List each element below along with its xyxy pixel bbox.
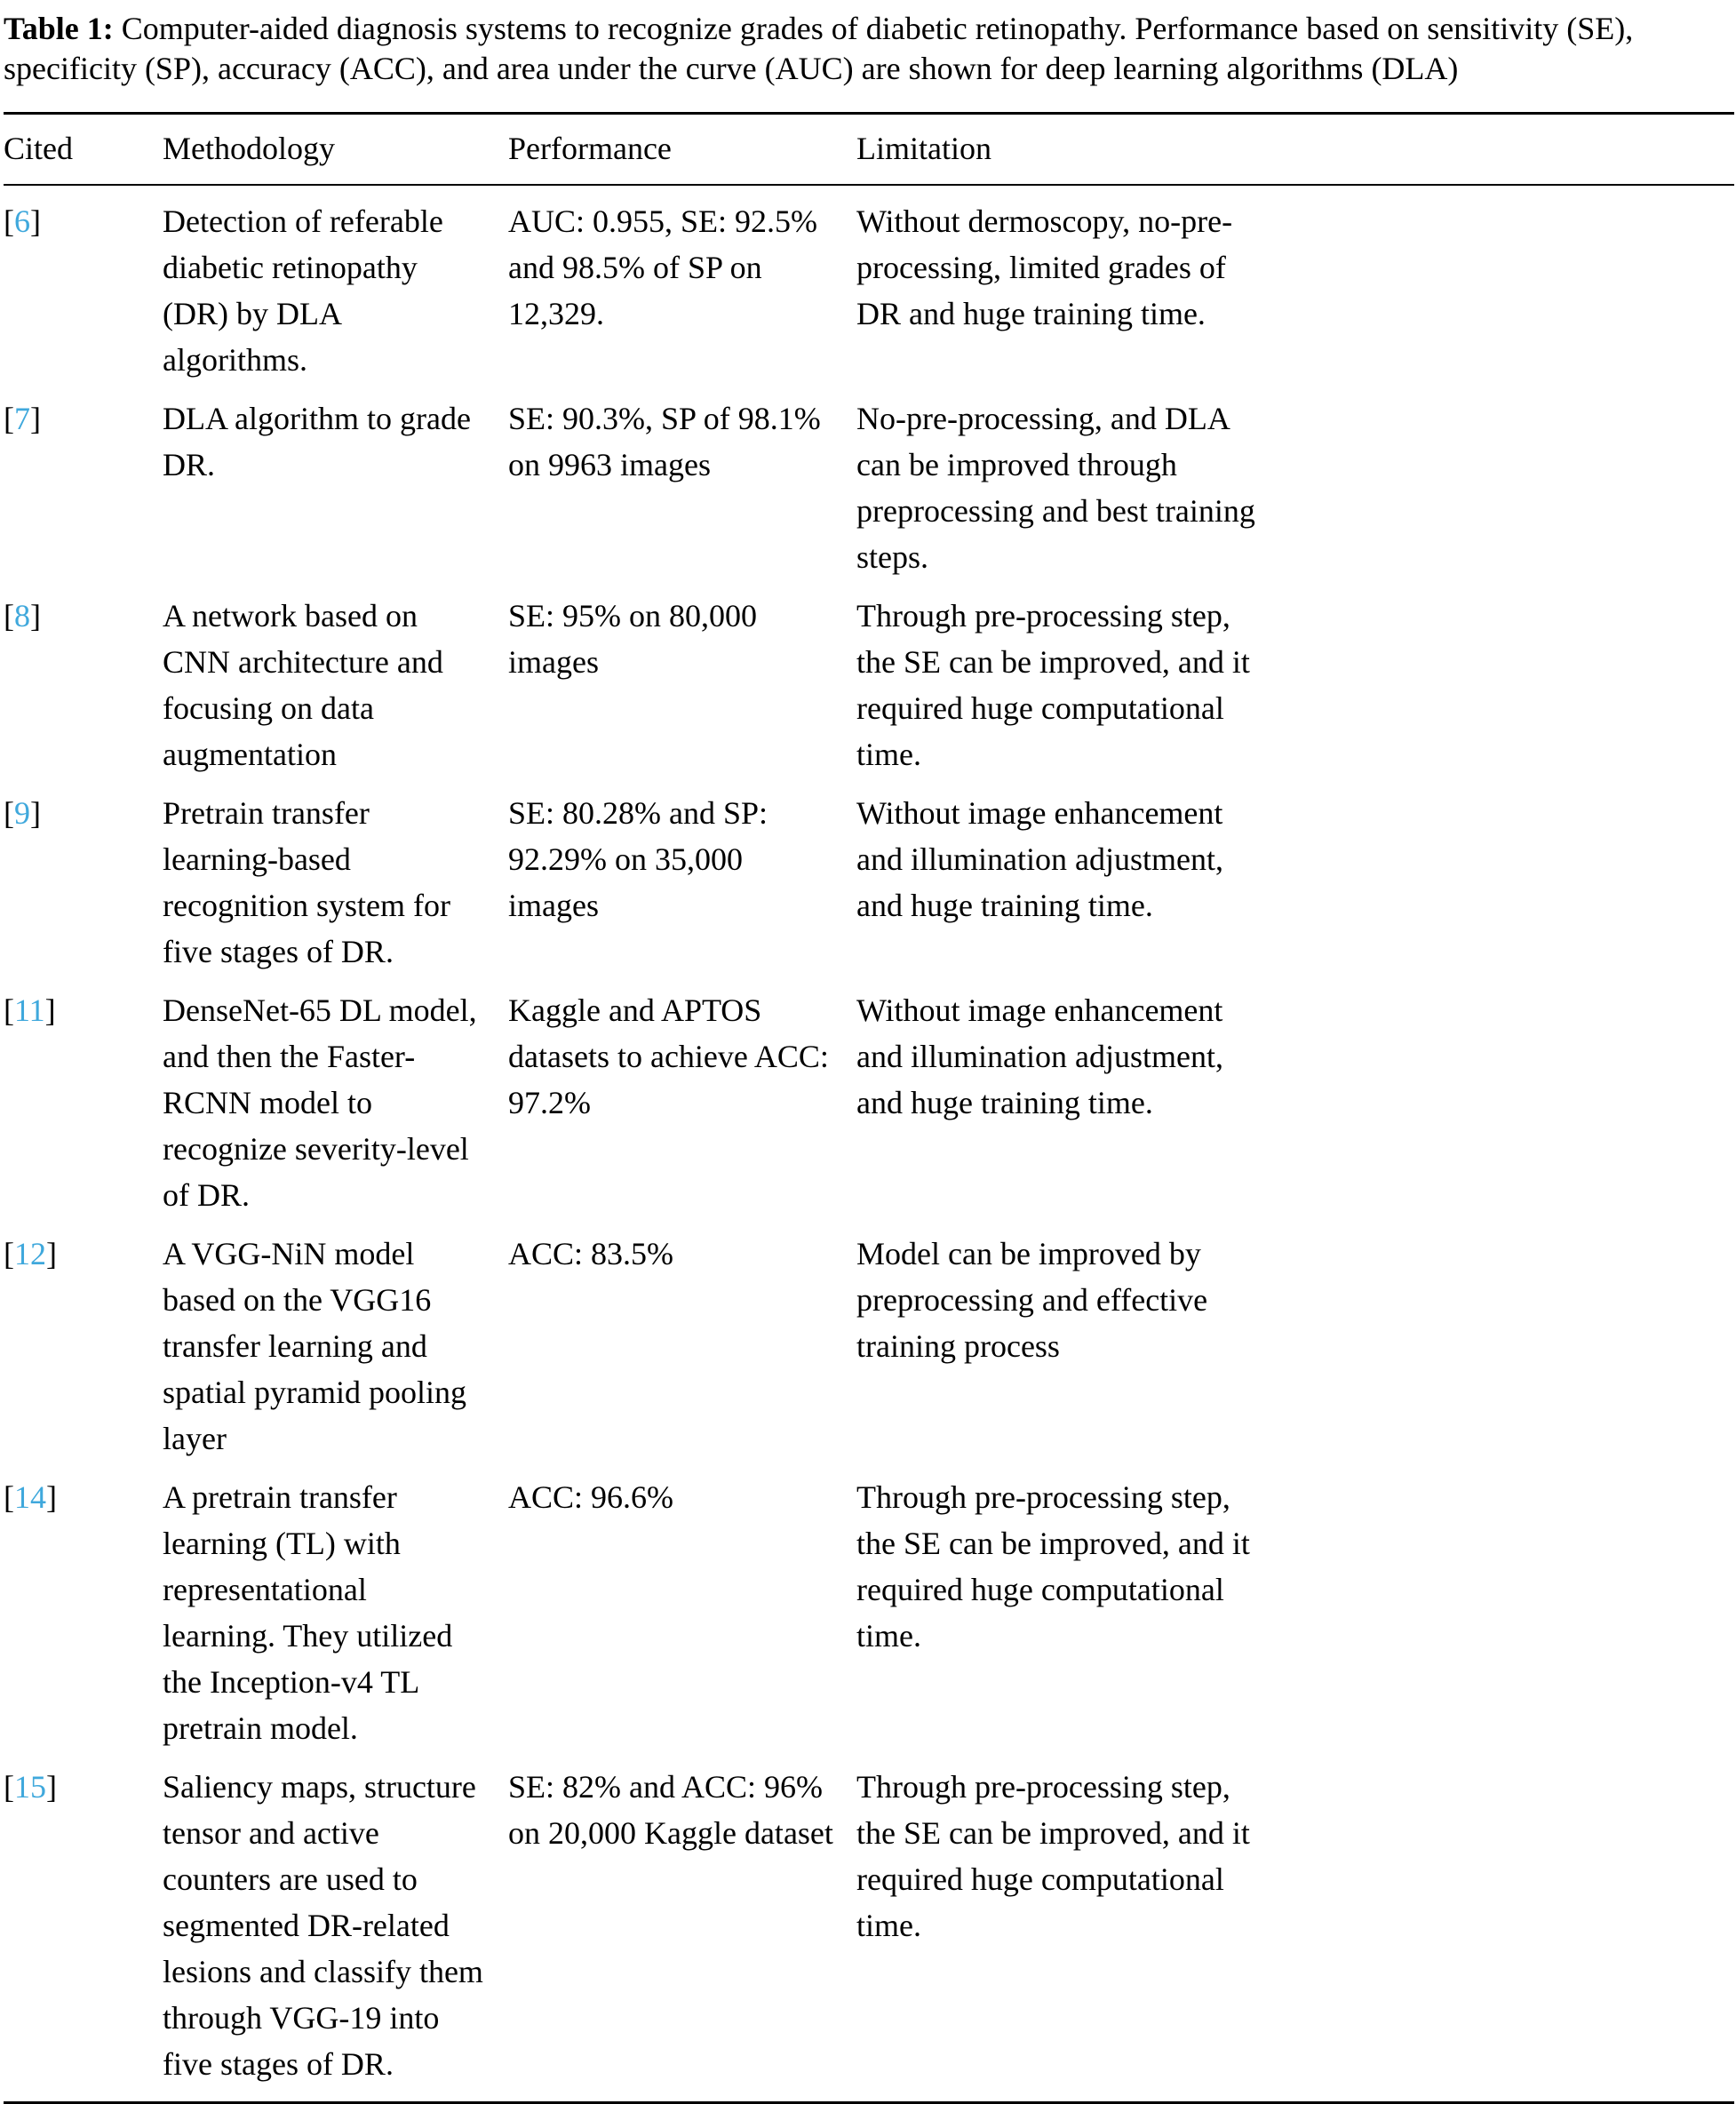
cite-bracket-open: [	[4, 401, 14, 436]
citation-link[interactable]: 15	[14, 1769, 46, 1805]
cite-bracket-close: ]	[30, 203, 41, 239]
cite-bracket-close: ]	[46, 1236, 57, 1271]
citation-link[interactable]: 6	[14, 203, 30, 239]
cite-bracket-open: [	[4, 598, 14, 634]
performance-cell: Kaggle and APTOS datasets to achieve ACC: 97.2%	[508, 992, 829, 1120]
cite-cell	[4, 395, 163, 442]
performance-cell: ACC: 96.6%	[508, 1479, 674, 1515]
methodology-cell: A pretrain transfer learning (TL) with representational learning. They utilized the Inception-v4 TL pretrain model.	[163, 1479, 453, 1746]
cite-bracket-open: [	[4, 795, 14, 831]
limitation-cell: No-pre-processing, and DLA can be improved through preprocessing and best training steps.	[856, 401, 1255, 575]
citation-link[interactable]: 12	[14, 1236, 46, 1271]
methodology-cell: Detection of referable diabetic retinopathy (DR) by DLA algorithms.	[163, 203, 443, 378]
cite-bracket-open: [	[4, 203, 14, 239]
cite-cell	[4, 593, 163, 639]
performance-cell: SE: 95% on 80,000 images	[508, 598, 758, 680]
citation-link[interactable]: 7	[14, 401, 30, 436]
cite-cell	[4, 790, 163, 836]
performance-cell: SE: 82% and ACC: 96% on 20,000 Kaggle dataset	[508, 1769, 833, 1851]
table-row	[4, 383, 1734, 580]
performance-cell: SE: 80.28% and SP: 92.29% on 35,000 images	[508, 795, 768, 923]
header-cell-methodology: Methodology	[163, 131, 335, 166]
cite-bracket-open: [	[4, 1236, 14, 1271]
table-row	[4, 777, 1734, 975]
table-caption-text: Computer-aided diagnosis systems to recognize grades of diabetic retinopathy. Performance based on sensitivity (SE), specificity (SP), accuracy (ACC), and area under the curve (AUC) are shown for deep learning algorithms (DLA)	[4, 11, 1634, 86]
header-cell-cited: Cited	[4, 131, 73, 166]
cite-bracket-close: ]	[44, 992, 56, 1028]
methodology-cell: A VGG-NiN model based on the VGG16 transfer learning and spatial pyramid pooling layer	[163, 1236, 466, 1456]
limitation-cell: Without image enhancement and illumination adjustment, and huge training time.	[856, 795, 1223, 923]
table-row	[4, 1218, 1734, 1462]
limitation-cell: Model can be improved by preprocessing and effective training process	[856, 1236, 1208, 1364]
cite-bracket-close: ]	[30, 401, 41, 436]
cite-cell	[4, 1764, 163, 1810]
table-caption	[4, 9, 1734, 89]
header-cell-performance: Performance	[508, 131, 672, 166]
methodology-cell: DenseNet-65 DL model, and then the Faster-RCNN model to recognize severity-level of DR.	[163, 992, 477, 1213]
citation-link[interactable]: 8	[14, 598, 30, 634]
methodology-cell: Pretrain transfer learning-based recognition system for five stages of DR.	[163, 795, 450, 969]
table-row	[4, 1751, 1734, 2101]
citation-link[interactable]: 9	[14, 795, 30, 831]
limitation-cell: Through pre-processing step, the SE can be improved, and it required huge computational time.	[856, 598, 1250, 772]
citation-link[interactable]: 11	[14, 992, 45, 1028]
methodology-cell: DLA algorithm to grade DR.	[163, 401, 471, 482]
cite-bracket-close: ]	[30, 598, 41, 634]
cite-bracket-open: [	[4, 1479, 14, 1515]
limitation-cell: Through pre-processing step, the SE can be improved, and it required huge computational time.	[856, 1479, 1250, 1654]
cite-cell	[4, 1231, 163, 1277]
table-row	[4, 580, 1734, 777]
limitation-cell: Through pre-processing step, the SE can be improved, and it required huge computational time.	[856, 1769, 1250, 1943]
table-row	[4, 186, 1734, 383]
methodology-cell: Saliency maps, structure tensor and active counters are used to segmented DR-related lesions and classify them through VGG-19 into five stages of DR.	[163, 1769, 483, 2082]
cite-bracket-open: [	[4, 1769, 14, 1805]
cite-bracket-close: ]	[46, 1479, 57, 1515]
citation-link[interactable]: 14	[14, 1479, 46, 1515]
table-caption-label: Table 1:	[4, 11, 114, 46]
table-row	[4, 975, 1734, 1218]
limitation-cell: Without dermoscopy, no-pre-processing, limited grades of DR and huge training time.	[856, 203, 1233, 331]
methodology-cell: A network based on CNN architecture and focusing on data augmentation	[163, 598, 443, 772]
performance-cell: ACC: 83.5%	[508, 1236, 674, 1271]
cite-cell	[4, 198, 163, 244]
table-header-row	[4, 115, 1734, 184]
cite-bracket-close: ]	[46, 1769, 57, 1805]
table-body	[4, 186, 1734, 2101]
header-cell-limitation: Limitation	[856, 131, 991, 166]
cite-cell	[4, 1474, 163, 1520]
limitation-cell: Without image enhancement and illumination adjustment, and huge training time.	[856, 992, 1223, 1120]
cite-bracket-close: ]	[30, 795, 41, 831]
cite-cell	[4, 987, 163, 1033]
performance-cell: AUC: 0.955, SE: 92.5% and 98.5% of SP on 12,329.	[508, 203, 818, 331]
cite-bracket-open: [	[4, 992, 14, 1028]
table-row	[4, 1462, 1734, 1751]
performance-cell: SE: 90.3%, SP of 98.1% on 9963 images	[508, 401, 821, 482]
